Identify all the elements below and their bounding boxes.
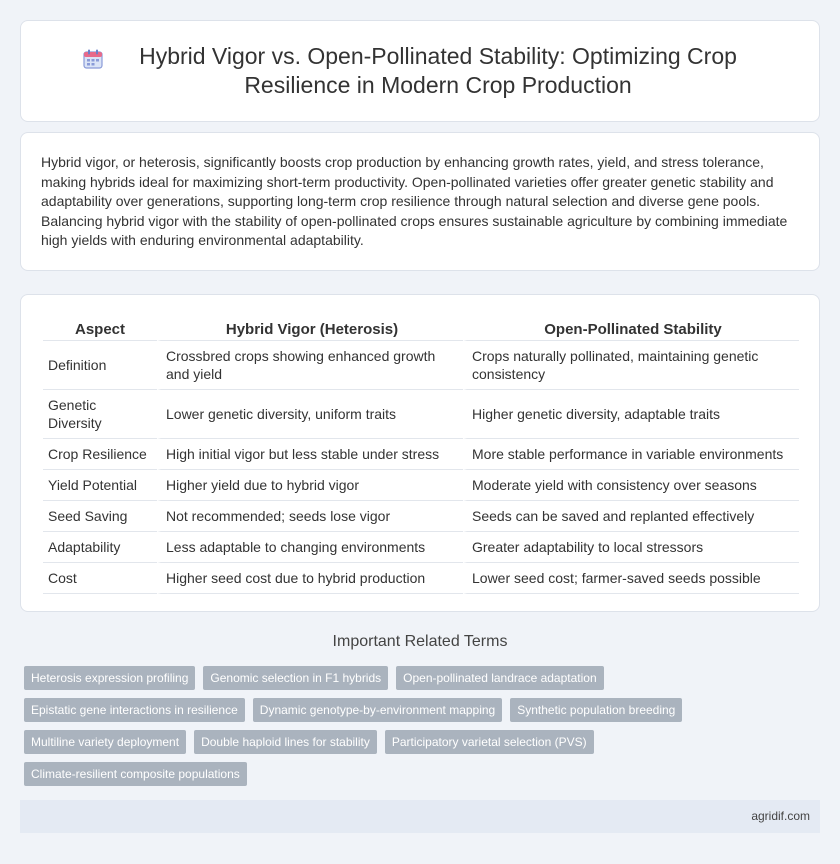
calendar-icon	[82, 48, 104, 70]
row-aspect: Definition	[43, 341, 157, 390]
comparison-table-card	[20, 294, 820, 612]
header-aspect: Aspect	[43, 314, 157, 341]
row-open-pollinated: Crops naturally pollinated, maintaining genetic consistency	[463, 341, 799, 390]
tag-row	[24, 666, 824, 690]
term-tag[interactable]: Synthetic population breeding	[510, 698, 682, 722]
row-hybrid: High initial vigor but less stable under stress	[157, 439, 463, 470]
row-open-pollinated: Greater adaptability to local stressors	[463, 532, 799, 563]
row-open-pollinated: More stable performance in variable environments	[463, 439, 799, 470]
row-aspect: Crop Resilience	[43, 439, 157, 470]
related-terms-tags	[24, 666, 824, 794]
row-hybrid: Not recommended; seeds lose vigor	[157, 501, 463, 532]
row-open-pollinated: Seeds can be saved and replanted effectively	[463, 501, 799, 532]
row-hybrid: Less adaptable to changing environments	[157, 532, 463, 563]
table-row	[43, 563, 799, 594]
table-row	[43, 439, 799, 470]
intro-paragraph: Hybrid vigor, or heterosis, significantly boosts crop production by enhancing growth rates, yield, and stress tolerance, making hybrids ideal for maximizing short-term productivity. Open-pollinated varieties offer greater genetic stability and adaptability over generations, supporting long-term crop resilience through natural selection and diverse gene pools. Balancing hybrid vigor with the stability of open-pollinated crops ensures sustainable agriculture by combining immediate high yields with enduring environmental adaptability.	[41, 154, 788, 249]
intro-card	[20, 132, 820, 271]
title-card	[20, 20, 820, 122]
row-aspect: Seed Saving	[43, 501, 157, 532]
term-tag[interactable]: Double haploid lines for stability	[194, 730, 377, 754]
footer-site-link[interactable]: agridif.com	[751, 809, 810, 823]
term-tag[interactable]: Open-pollinated landrace adaptation	[396, 666, 603, 690]
row-aspect: Cost	[43, 563, 157, 594]
table-row	[43, 501, 799, 532]
row-hybrid: Higher yield due to hybrid vigor	[157, 470, 463, 501]
term-tag[interactable]: Genomic selection in F1 hybrids	[203, 666, 388, 690]
row-aspect: Adaptability	[43, 532, 157, 563]
row-open-pollinated: Moderate yield with consistency over seasons	[463, 470, 799, 501]
table-row	[43, 470, 799, 501]
term-tag[interactable]: Heterosis expression profiling	[24, 666, 195, 690]
related-terms-heading: Important Related Terms	[332, 633, 508, 650]
term-tag[interactable]: Climate-resilient composite populations	[24, 762, 247, 786]
row-aspect: Genetic Diversity	[43, 390, 157, 439]
title-wrap	[82, 42, 758, 100]
table-row	[43, 341, 799, 390]
table-row	[43, 532, 799, 563]
header-hybrid: Hybrid Vigor (Heterosis)	[157, 314, 463, 341]
page-title: Hybrid Vigor vs. Open-Pollinated Stability: Optimizing Crop Resilience in Modern Crop Production	[139, 43, 737, 98]
tag-row	[24, 698, 824, 722]
term-tag[interactable]: Multiline variety deployment	[24, 730, 186, 754]
tag-row	[24, 730, 824, 754]
header-open-pollinated: Open-Pollinated Stability	[463, 314, 799, 341]
row-open-pollinated: Higher genetic diversity, adaptable traits	[463, 390, 799, 439]
table-row	[43, 390, 799, 439]
term-tag[interactable]: Epistatic gene interactions in resilience	[24, 698, 245, 722]
term-tag[interactable]: Dynamic genotype-by-environment mapping	[253, 698, 502, 722]
row-open-pollinated: Lower seed cost; farmer-saved seeds possible	[463, 563, 799, 594]
row-hybrid: Crossbred crops showing enhanced growth and yield	[157, 341, 463, 390]
tag-row	[24, 762, 824, 786]
footer	[20, 800, 820, 833]
row-hybrid: Lower genetic diversity, uniform traits	[157, 390, 463, 439]
term-tag[interactable]: Participatory varietal selection (PVS)	[385, 730, 594, 754]
row-hybrid: Higher seed cost due to hybrid production	[157, 563, 463, 594]
row-aspect: Yield Potential	[43, 470, 157, 501]
comparison-table	[43, 314, 799, 594]
table-header-row	[43, 314, 799, 341]
